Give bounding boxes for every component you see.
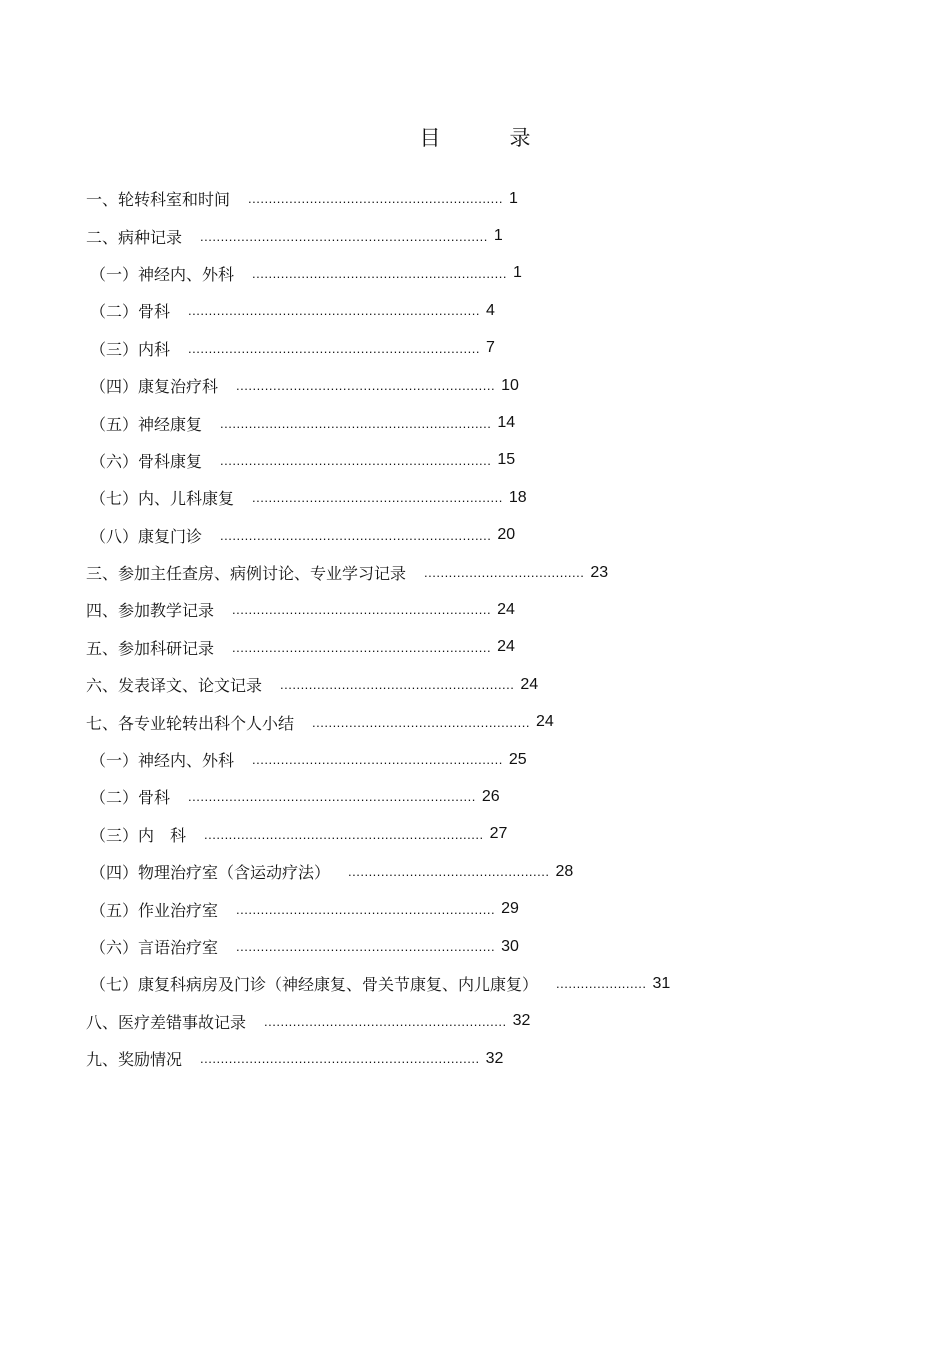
toc-entry-label: （三）内 科	[90, 825, 187, 845]
toc-entry-page: 30	[501, 937, 519, 955]
toc-dot-leader: .........................................................	[280, 677, 515, 693]
toc-entry[interactable]	[90, 816, 866, 853]
toc-entry-label: 八、医疗差错事故记录	[86, 1012, 247, 1032]
toc-dot-leader: ......................	[556, 976, 647, 992]
toc-entry[interactable]	[90, 255, 866, 292]
toc-entry[interactable]	[90, 965, 866, 1002]
toc-entry[interactable]	[90, 890, 866, 927]
toc-dot-leader: ......................................................................	[188, 789, 476, 805]
toc-dot-leader: .......................................	[424, 565, 585, 581]
toc-entry-page: 24	[497, 638, 515, 656]
toc-entry-label: （一）神经内、外科	[90, 264, 235, 284]
toc-entry-page: 32	[485, 1049, 504, 1067]
toc-entry-label: （五）作业治疗室	[90, 900, 219, 920]
toc-entry[interactable]	[86, 591, 866, 628]
toc-entry-page: 24	[535, 713, 554, 731]
toc-entry-label: （四）康复治疗科	[90, 377, 219, 397]
toc-dot-leader: ...............................................................	[236, 378, 496, 394]
toc-dot-leader: .....................................................	[312, 714, 530, 730]
toc-entry-label: 六、发表译文、论文记录	[86, 676, 263, 696]
toc-entry[interactable]	[90, 330, 866, 367]
toc-entry-page: 27	[489, 825, 508, 843]
toc-entry-page: 20	[497, 526, 516, 544]
toc-entry-page: 1	[493, 227, 503, 245]
toc-entry-page: 25	[508, 750, 527, 768]
toc-entry-label: 七、各专业轮转出科个人小结	[86, 713, 295, 733]
toc-entry-page: 18	[508, 488, 527, 506]
toc-entry-label: （一）神经内、外科	[90, 751, 235, 771]
toc-entry-page: 7	[485, 339, 495, 357]
toc-entry[interactable]	[90, 928, 866, 965]
toc-entry-page: 14	[497, 414, 516, 432]
toc-dot-leader: .............................................................	[252, 752, 503, 768]
toc-entry-page: 32	[512, 1012, 531, 1030]
toc-entry[interactable]	[90, 853, 866, 890]
toc-entry-page: 24	[520, 675, 539, 693]
toc-entry[interactable]	[86, 1040, 866, 1077]
toc-entry[interactable]	[90, 479, 866, 516]
toc-entry-label: 五、参加科研记录	[86, 638, 215, 658]
toc-dot-leader: .................................................	[348, 864, 550, 880]
toc-entry-page: 31	[652, 974, 671, 992]
toc-entry-label: （七）内、儿科康复	[90, 489, 235, 509]
toc-dot-leader: ..................................................................	[220, 452, 492, 468]
toc-entry-page: 15	[497, 451, 516, 469]
toc-entry-label: （二）骨科	[90, 788, 171, 808]
toc-entry[interactable]	[90, 778, 866, 815]
toc-entry-label: 一、轮转科室和时间	[86, 190, 231, 210]
toc-dot-leader: ....................................................................	[200, 1051, 480, 1067]
toc-entry-page: 26	[481, 787, 500, 805]
toc-dot-leader: ....................................................................	[204, 826, 484, 842]
toc-entry[interactable]	[86, 1003, 866, 1040]
toc-entry-label: （七）康复科病房及门诊（神经康复、骨关节康复、内儿康复）	[90, 975, 539, 995]
toc-entry-page: 24	[497, 600, 515, 618]
toc-entry-label: 二、病种记录	[86, 227, 183, 247]
toc-entry[interactable]	[86, 217, 866, 254]
toc-dot-leader: ..................................................................	[220, 415, 492, 431]
toc-entry-page: 28	[555, 862, 574, 880]
toc-entry[interactable]	[86, 666, 866, 703]
toc-dot-leader: ...........................................................	[264, 1013, 507, 1029]
toc-entry-page: 29	[501, 900, 519, 918]
toc-entry-label: 三、参加主任查房、病例讨论、专业学习记录	[86, 564, 407, 584]
toc-entry-label: （八）康复门诊	[90, 526, 203, 546]
toc-dot-leader: ...............................................................	[236, 901, 496, 917]
toc-dot-leader: ..............................................................	[252, 265, 507, 281]
toc-entry-label: （二）骨科	[90, 302, 171, 322]
toc-entry[interactable]	[90, 517, 866, 554]
toc-dot-leader: ..............................................................	[248, 191, 503, 207]
toc-entry-page: 4	[485, 301, 495, 319]
toc-entry-label: （三）内科	[90, 339, 171, 359]
toc-entry[interactable]	[90, 367, 866, 404]
toc-dot-leader: ..................................................................	[220, 527, 492, 543]
toc-entry-label: （五）神经康复	[90, 414, 203, 434]
toc-dot-leader: .......................................................................	[188, 303, 480, 319]
toc-entry-label: 九、奖励情况	[86, 1050, 183, 1070]
toc-entry-label: （四）物理治疗室（含运动疗法）	[90, 863, 331, 883]
toc-dot-leader: .......................................................................	[188, 340, 480, 356]
toc-entry[interactable]	[90, 292, 866, 329]
toc-dot-leader: .............................................................	[252, 490, 503, 506]
toc-entry[interactable]	[86, 554, 866, 591]
toc-entry-label: （六）骨科康复	[90, 451, 203, 471]
table-of-contents	[86, 180, 866, 1077]
toc-entry-page: 1	[512, 264, 522, 282]
page-title: 目 录	[419, 126, 555, 150]
toc-entry[interactable]	[90, 741, 866, 778]
toc-entry[interactable]	[90, 404, 866, 441]
toc-entry[interactable]	[90, 442, 866, 479]
toc-entry[interactable]	[86, 703, 866, 740]
toc-entry-label: （六）言语治疗室	[90, 938, 219, 957]
toc-dot-leader: ...............................................................	[232, 602, 492, 618]
toc-entry[interactable]	[86, 629, 866, 666]
toc-dot-leader: ......................................................................	[200, 228, 488, 244]
toc-dot-leader: ...............................................................	[232, 639, 492, 655]
toc-entry-label: 四、参加教学记录	[86, 601, 215, 621]
toc-entry[interactable]	[86, 180, 866, 217]
toc-entry-page: 1	[508, 189, 518, 207]
toc-dot-leader: ...............................................................	[236, 939, 496, 954]
toc-entry-page: 23	[590, 563, 609, 581]
toc-entry-page: 10	[501, 376, 519, 394]
